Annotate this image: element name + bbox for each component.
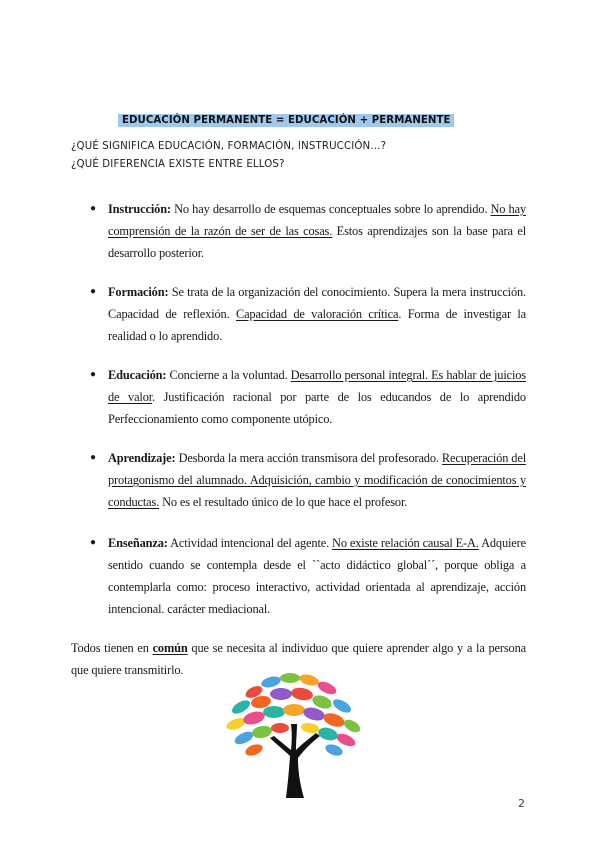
bullet: ● <box>90 452 96 463</box>
tree-illustration <box>226 670 362 798</box>
tree-trunk <box>270 724 320 798</box>
definition-text: Adquiere sentido cuando se contempla desde el ``acto didáctico global´´, porque obliga a contemplarla como: proceso interactivo, actividad orientada al aprendizaje, acción intencional. carácter mediacional. <box>108 536 526 616</box>
bullet: ● <box>90 369 96 380</box>
page-number: 2 <box>518 797 525 810</box>
question-2: ¿QUÉ DIFERENCIA EXISTE ENTRE ELLOS? <box>71 159 285 170</box>
closing-text: Todos tienen en <box>71 641 153 655</box>
definition-text: No es el resultado único de lo que hace el profesor. <box>159 495 408 509</box>
definition-item-aprendizaje <box>90 447 526 513</box>
bullet: ● <box>90 203 96 214</box>
definition-item-formacion <box>90 281 526 347</box>
question-1: ¿QUÉ SIGNIFICA EDUCACIÓN, FORMACIÓN, INSTRUCCIÓN…? <box>71 141 387 152</box>
definition-item-ensenanza <box>90 532 526 620</box>
underlined-text: Capacidad de valoración crítica <box>235 307 399 321</box>
closing-text: que se necesita al individuo que quiere aprender algo y a la persona que quiere transmitirlo. <box>71 641 526 677</box>
emphasized-word: común <box>152 641 188 655</box>
definition-text: . Forma de investigar la realidad o lo aprendido. <box>108 307 526 343</box>
term-label: Formación: <box>108 285 169 299</box>
term-label: Educación: <box>108 368 167 382</box>
term-label: Instrucción: <box>108 202 171 216</box>
term-label: Enseñanza: <box>108 536 168 550</box>
underlined-text: Recuperación del protagonismo del alumnado. Adquisición, cambio y modificación de conocimientos y conductas. <box>108 451 526 509</box>
document-title: EDUCACIÓN PERMANENTE = EDUCACIÓN + PERMANENTE <box>118 114 454 127</box>
definition-text: No hay desarrollo de esquemas conceptuales sobre lo aprendido. <box>170 202 491 216</box>
definition-item-instruccion <box>90 198 526 264</box>
definition-text: Estos aprendizajes son la base para el desarrollo posterior. <box>108 224 526 260</box>
definition-text: Desborda la mera acción transmisora del profesorado. <box>175 451 442 465</box>
term-label: Aprendizaje: <box>108 451 176 465</box>
underlined-text: Desarrollo personal integral. Es hablar de juicios de valor <box>108 368 526 404</box>
definition-text: Se trata de la organización del conocimiento. Supera la mera instrucción. Capacidad de reflexión. <box>108 285 526 321</box>
definition-item-educacion <box>90 364 526 430</box>
definition-text: Concierne a la voluntad. <box>166 368 291 382</box>
underlined-text: No existe relación causal E-A. <box>332 536 479 550</box>
bullet: ● <box>90 286 96 297</box>
underlined-text: No hay comprensión de la razón de ser de las cosas. <box>108 202 526 238</box>
definition-text: . Justificación racional por parte de los educandos de lo aprendido Perfeccionamiento como componente utópico. <box>108 390 526 426</box>
bullet: ● <box>90 537 96 548</box>
definition-text: Actividad intencional del agente. <box>167 536 333 550</box>
